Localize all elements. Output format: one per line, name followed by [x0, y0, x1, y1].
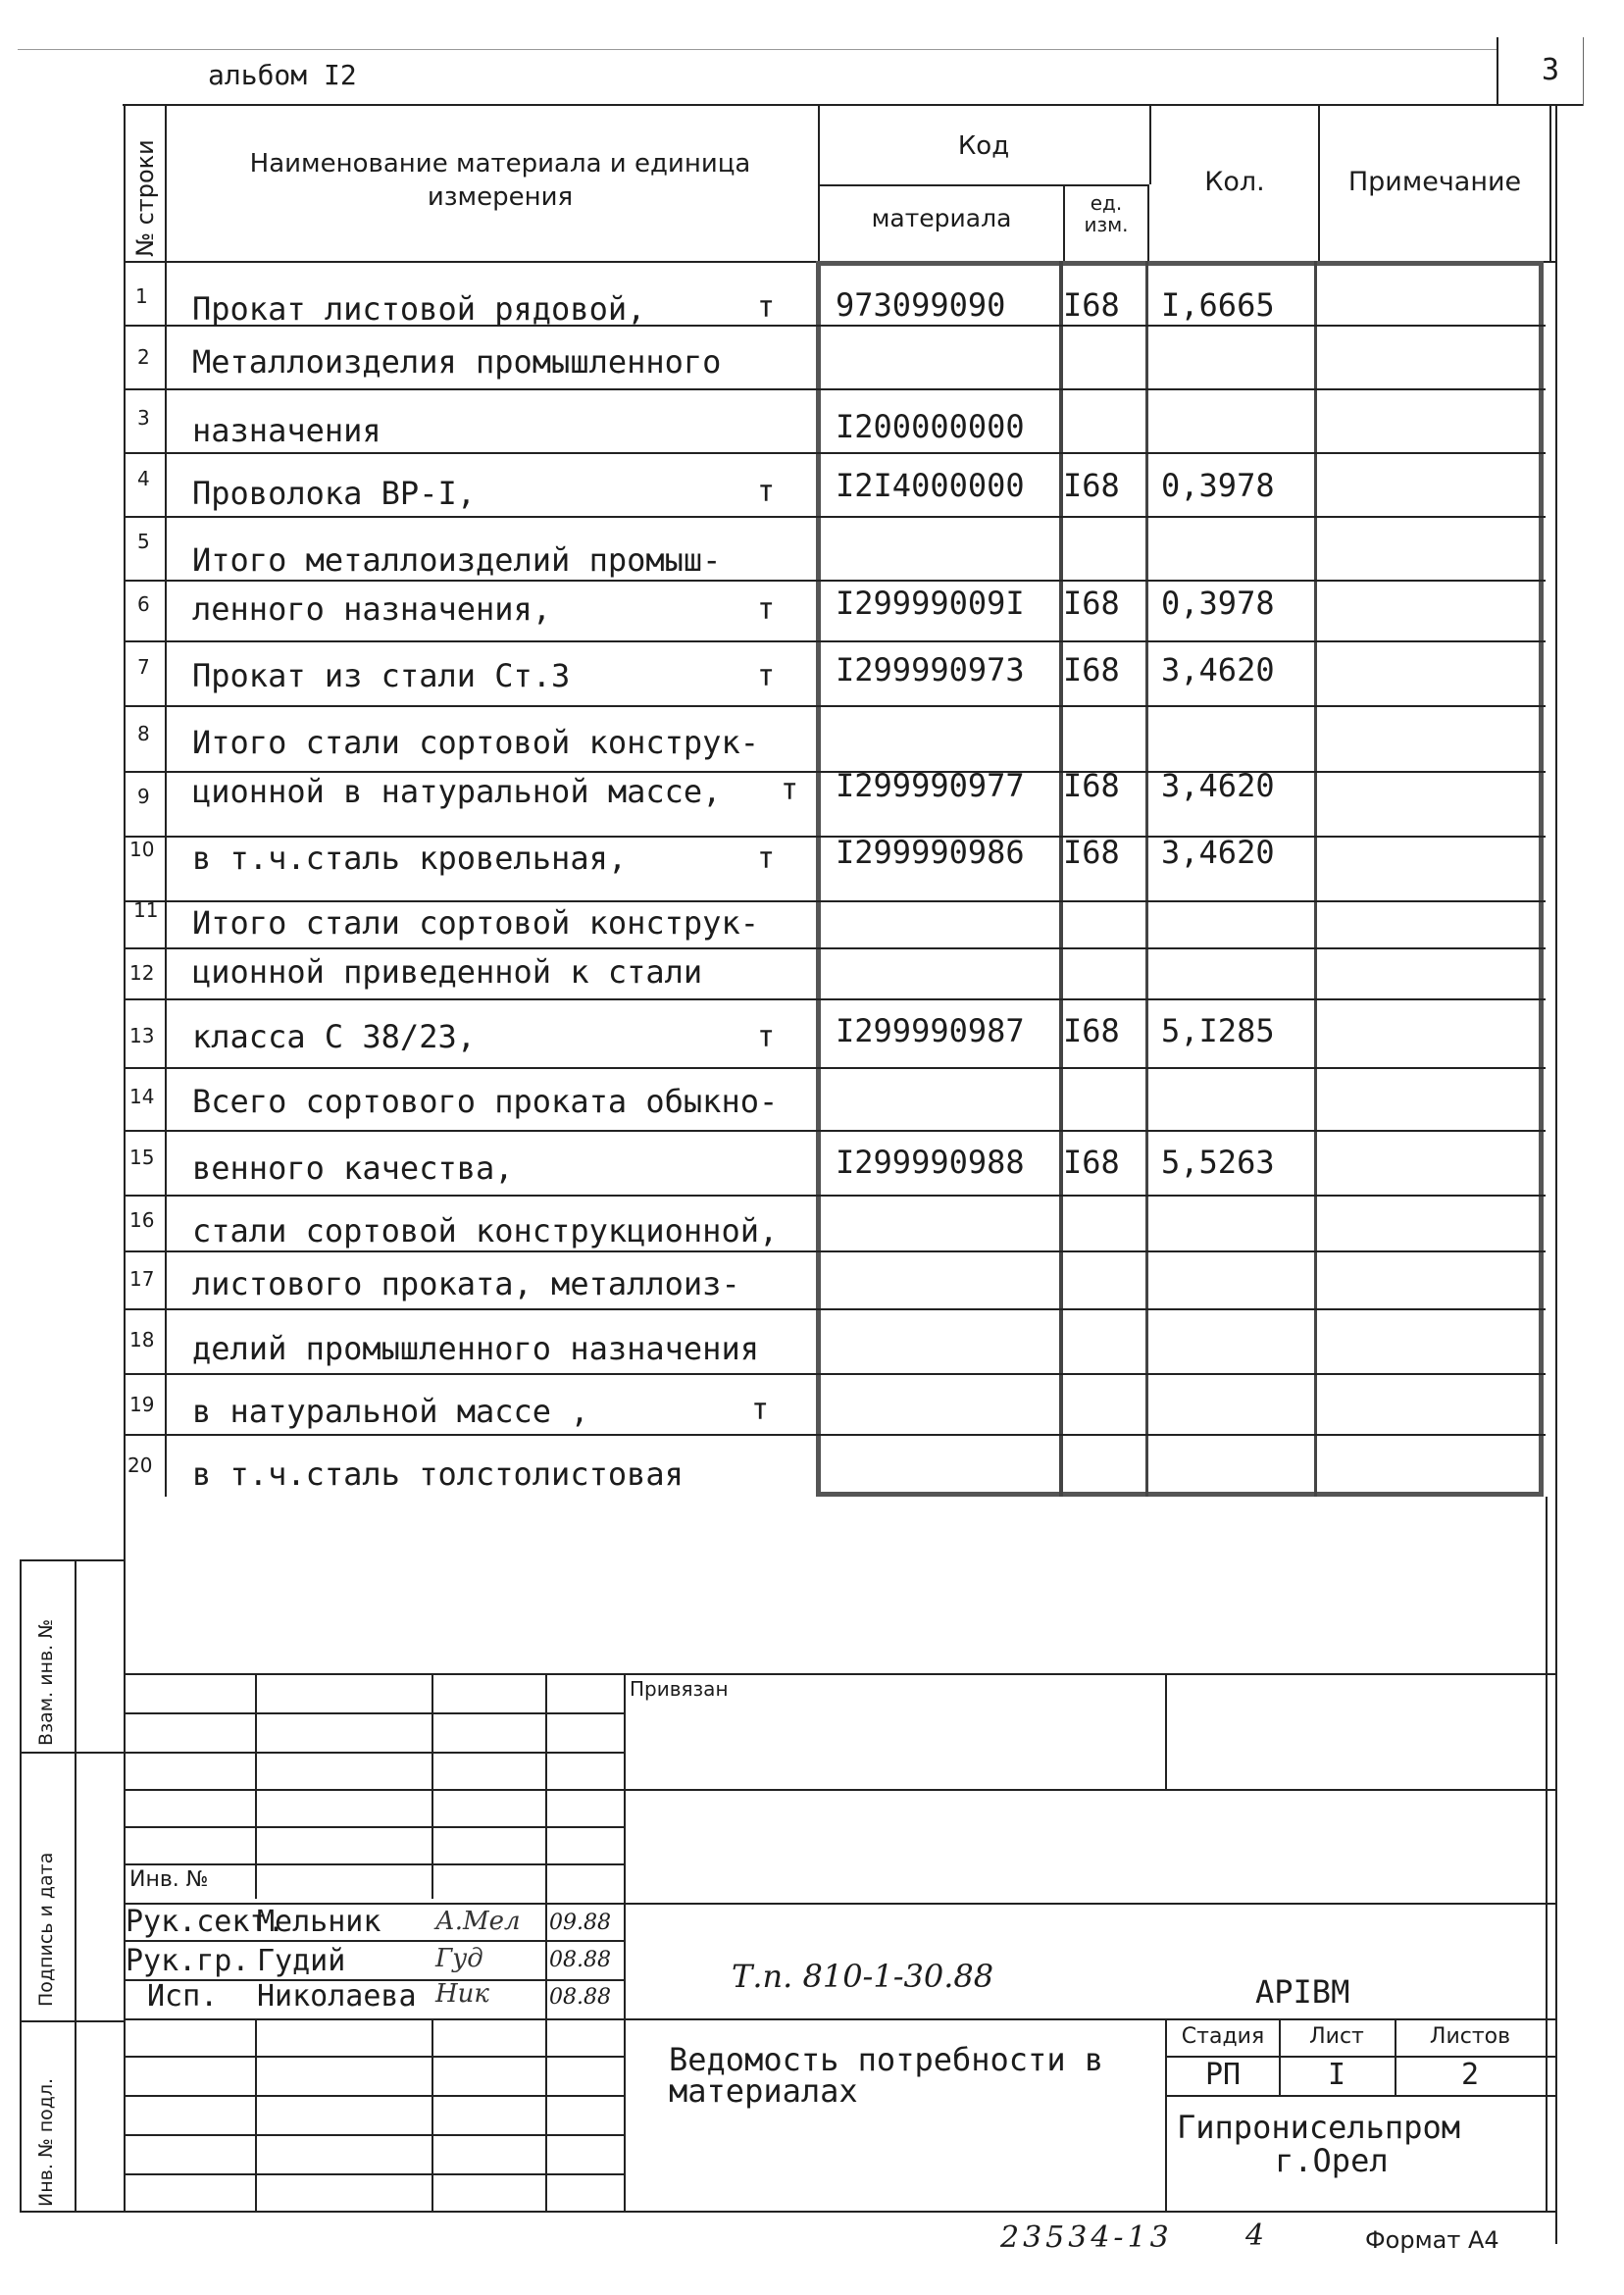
row-name: Итого стали сортовой конструк-: [192, 904, 759, 942]
signature: Гуд: [435, 1944, 483, 1973]
row-unit-code: I68: [1063, 767, 1120, 804]
note-header: Примечание: [1347, 167, 1522, 197]
row-number: 2: [137, 345, 150, 369]
row-unit-code: I68: [1063, 286, 1120, 324]
row-unit-letter: т: [751, 1393, 770, 1427]
row-number: 10: [129, 838, 155, 861]
doc-mark: АРIВМ: [1255, 1973, 1350, 2011]
row-number: 15: [129, 1146, 155, 1169]
row-unit-letter: т: [757, 290, 776, 325]
row-name: ционной в натуральной массе,: [192, 773, 722, 810]
person-name: Гудий: [257, 1944, 346, 1978]
inv-podl-label: Инв. № подл.: [35, 2077, 57, 2207]
row-code: I299990973: [836, 651, 1025, 688]
row-number: 19: [129, 1393, 155, 1416]
row-code: I299990977: [836, 767, 1025, 804]
row-number: 12: [129, 961, 155, 985]
row-name: Всего сортового проката обыкно-: [192, 1083, 779, 1120]
archive-number: 23534-13: [1000, 2220, 1173, 2255]
row-number: 9: [137, 785, 150, 808]
row-number: 4: [137, 467, 150, 490]
row-name: Металлоизделия промышленного: [192, 343, 722, 381]
role-label: Рук.сект.: [126, 1905, 285, 1939]
sign-date: 09.88: [549, 1911, 611, 1935]
material-header: материала: [871, 204, 1012, 232]
row-number: 13: [129, 1024, 155, 1047]
format-label: Формат А4: [1365, 2226, 1499, 2254]
role-label: Рук.гр.: [126, 1944, 250, 1978]
page-number: 3: [1542, 53, 1560, 87]
row-name: Проволока ВР-I,: [192, 475, 476, 512]
stage-label: Стадия: [1181, 2024, 1265, 2049]
row-name: Прокат листовой рядовой,: [192, 290, 646, 328]
row-unit-letter: т: [781, 773, 799, 807]
vzam-inv-label: Взам. инв. №: [35, 1618, 57, 1746]
row-name: делий промышленного назначения: [192, 1330, 759, 1367]
sign-date: 08.88: [549, 1985, 611, 2010]
row-qty: 5,5263: [1161, 1144, 1275, 1181]
row-number: 5: [137, 530, 150, 553]
row-code: I200000000: [836, 408, 1025, 445]
row-unit-letter: т: [757, 659, 776, 693]
signature: А.Мел: [435, 1907, 521, 1936]
row-number: 18: [129, 1328, 155, 1352]
album-label: альбом I2: [208, 59, 357, 91]
row-name: листового проката, металлоиз-: [192, 1265, 740, 1302]
handwritten-page: 4: [1245, 2218, 1265, 2253]
stage-value: РП: [1204, 2058, 1242, 2092]
code-header: Код: [957, 131, 1010, 161]
privyazan-label: Привязан: [630, 1677, 729, 1701]
row-name: в т.ч.сталь толстолистовая: [192, 1455, 684, 1493]
row-number: 11: [133, 898, 159, 922]
row-qty: 3,4620: [1161, 651, 1275, 688]
row-unit-letter: т: [757, 592, 776, 627]
row-name: стали сортовой конструкционной,: [192, 1212, 779, 1250]
row-unit-code: I68: [1063, 1012, 1120, 1049]
qty-header: Кол.: [1204, 167, 1265, 197]
signature-date-label: Подпись и дата: [35, 1852, 57, 2007]
row-name: ционной приведенной к стали: [192, 953, 703, 991]
row-unit-letter: т: [757, 1020, 776, 1054]
row-unit-code: I68: [1063, 1144, 1120, 1181]
person-name: Николаева: [257, 1979, 417, 2014]
row-number: 8: [137, 722, 150, 745]
row-qty: 0,3978: [1161, 585, 1275, 622]
doc-code: Т.п. 810-1-30.88: [732, 1958, 994, 1995]
row-code: I299990986: [836, 834, 1025, 871]
row-unit-code: I68: [1063, 585, 1120, 622]
sheet-label: Лист: [1309, 2024, 1364, 2049]
signature: Ник: [435, 1979, 489, 2009]
row-name: класса С 38/23,: [192, 1018, 476, 1055]
row-unit-letter: т: [757, 842, 776, 876]
person-name: Мельник: [257, 1905, 381, 1939]
sheet-value: I: [1327, 2058, 1346, 2092]
row-qty: 5,I285: [1161, 1012, 1275, 1049]
inv-no-label: Инв. №: [129, 1867, 209, 1892]
row-qty: 3,4620: [1161, 834, 1275, 871]
row-name: Прокат из стали Ст.3: [192, 657, 571, 694]
row-qty: 0,3978: [1161, 467, 1275, 504]
row-unit-letter: т: [757, 475, 776, 509]
row-number: 14: [129, 1085, 155, 1108]
sign-date: 08.88: [549, 1948, 611, 1972]
row-code: I299990987: [836, 1012, 1025, 1049]
unit-header: ед. изм.: [1084, 191, 1129, 236]
row-code: I29999009I: [836, 585, 1025, 622]
row-number: 7: [137, 655, 150, 679]
city: г.Орел: [1275, 2142, 1389, 2179]
row-name: в т.ч.сталь кровельная,: [192, 840, 628, 877]
row-qty: I,6665: [1161, 286, 1275, 324]
row-code: I299990988: [836, 1144, 1025, 1181]
row-number: 1: [135, 284, 148, 308]
row-unit-code: I68: [1063, 651, 1120, 688]
row-code: I2I4000000: [836, 467, 1025, 504]
name-header: Наименование материала и единица измерения: [249, 149, 751, 212]
row-name: венного качества,: [192, 1149, 514, 1187]
row-number: 3: [137, 406, 150, 430]
row-no-header: № строки: [131, 139, 159, 257]
row-number: 6: [137, 592, 150, 616]
row-number: 17: [129, 1267, 155, 1291]
doc-title: Ведомость потребности в материалах: [669, 2041, 1104, 2110]
row-name: Итого стали сортовой конструк-: [192, 724, 759, 761]
role-label: Исп.: [147, 1979, 219, 2014]
row-number: 20: [127, 1454, 153, 1477]
sheets-label: Листов: [1429, 2024, 1511, 2049]
row-number: 16: [129, 1208, 155, 1232]
row-name: Итого металлоизделий промыш-: [192, 541, 722, 579]
sheets-value: 2: [1460, 2058, 1480, 2092]
row-unit-code: I68: [1063, 467, 1120, 504]
row-code: 973099090: [836, 286, 1006, 324]
row-name: ленного назначения,: [192, 590, 552, 628]
organization: Гипронисельпром: [1177, 2109, 1460, 2146]
row-unit-code: I68: [1063, 834, 1120, 871]
row-name: назначения: [192, 412, 381, 449]
row-qty: 3,4620: [1161, 767, 1275, 804]
row-name: в натуральной массе ,: [192, 1393, 589, 1430]
